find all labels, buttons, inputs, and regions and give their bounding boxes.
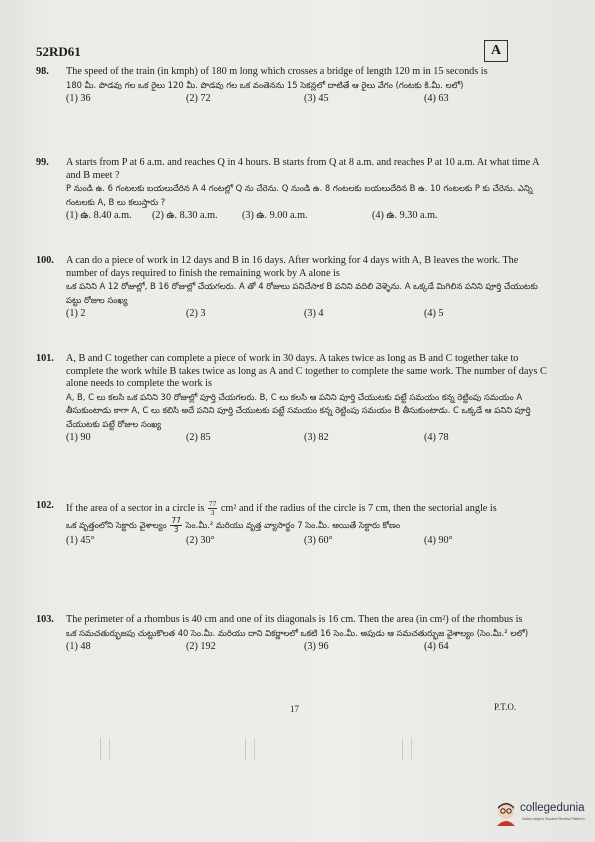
option-1[interactable]: (1) ఉ. 8.40 a.m. (66, 210, 132, 221)
option-2[interactable]: (2) 72 (186, 93, 211, 104)
question-number: 98. (36, 66, 49, 77)
question-text-telugu: 180 మీ. పొడవు గల ఒక రైలు 120 మీ. పొడవు గల ఒక వంతెనను 15 సెకన్లలో దాటితే ఆ రైలు వేగం (గంటకు కి.మీ. లలో) (66, 79, 464, 90)
option-3[interactable]: (3) 60° (304, 535, 333, 546)
question-text-telugu: ఒక పనిని A 12 రోజుల్లో, B 16 రోజుల్లో చేయగలరు. A తో 4 రోజులు పనిచేసాక B పనిని వదిలి వెళ్ళెను. A ఒక్కడే మిగిలిన పనిని పూర్తి చేయుటకు పట్టు రోజుల సంఖ్య (66, 281, 538, 305)
option-1[interactable]: (1) 36 (66, 93, 91, 104)
option-2[interactable]: (2) 192 (186, 641, 216, 652)
option-1[interactable]: (1) 45° (66, 535, 95, 546)
question-text-part: If the area of a sector in a circle is (66, 502, 205, 514)
option-1[interactable]: (1) 48 (66, 641, 91, 652)
question-number: 103. (36, 614, 54, 625)
question-103 (36, 614, 551, 655)
fraction-denominator: 3 (173, 525, 179, 534)
option-3[interactable]: (3) 82 (304, 432, 329, 443)
collegedunia-watermark (494, 798, 586, 834)
option-1[interactable]: (1) 2 (66, 308, 86, 319)
option-2[interactable]: (2) 30° (186, 535, 215, 546)
question-99 (36, 157, 551, 224)
option-4[interactable]: (4) 78 (424, 432, 449, 443)
option-4[interactable]: (4) 5 (424, 308, 444, 319)
question-text-english: A can do a piece of work in 12 days and B in 16 days. After working for 4 days with A, B leaves the work. The number of days required to finish the remaining work by A alone is (66, 255, 519, 279)
options-row (66, 535, 551, 549)
set-label-box: A (484, 40, 508, 62)
question-text-telugu: P నుండి ఉ. 6 గంటలకు బయలుదేరిన A 4 గంటల్లో Q ను చేరెను. Q నుండి ఉ. 8 గంటలకు బయలుదేరిన B ఉ. 10 గంటలకు P కు చేరెను. ఎన్ని గంటలకు A, B లు కలుస్తారు ? (66, 183, 533, 207)
pto-label: P.T.O. (494, 702, 517, 712)
question-text-english: A starts from P at 6 a.m. and reaches Q in 4 hours. B starts from Q at 8 a.m. and reaches P at 10 a.m. At what time A and B meet ? (66, 157, 539, 181)
fraction-numerator: 77 (208, 499, 217, 508)
fraction-denominator: 3 (210, 508, 215, 517)
area-fraction (208, 500, 218, 517)
option-3[interactable]: (3) 4 (304, 308, 324, 319)
option-2[interactable]: (2) 85 (186, 432, 211, 443)
options-row (66, 308, 551, 322)
question-text-english: A, B and C together can complete a piece of work in 30 days. A takes twice as long as B and C together take to complete the work while B takes twice as long as A and C together to complete the same work. The number of days C alone needs to complete the work is (66, 353, 547, 390)
area-fraction (170, 517, 182, 534)
option-2[interactable]: (2) 3 (186, 308, 206, 319)
options-row (66, 432, 551, 446)
question-number: 100. (36, 255, 54, 266)
option-3[interactable]: (3) ఉ. 9.00 a.m. (242, 210, 308, 221)
question-text-english: The perimeter of a rhombus is 40 cm and one of its diagonals is 16 cm. Then the area (in cm²) of the rhombus is (66, 614, 523, 625)
scan-mark (100, 738, 110, 760)
brand-name: collegedunia (520, 802, 585, 814)
question-text-english (66, 500, 551, 517)
student-avatar-icon (494, 800, 518, 826)
question-text-telugu (66, 517, 551, 534)
option-4[interactable]: (4) 64 (424, 641, 449, 652)
options-row (66, 641, 551, 655)
paper-code: 52RD61 (36, 44, 81, 59)
option-3[interactable]: (3) 96 (304, 641, 329, 652)
option-2[interactable]: (2) ఉ. 8.30 a.m. (152, 210, 218, 221)
option-3[interactable]: (3) 45 (304, 93, 329, 104)
question-text-telugu: ఒక సమచతుర్భుజపు చుట్టుకొలత 40 సెం.మీ. మరియు దాని వికర్ణాలలో ఒకటి 16 సెం.మీ. అపుడు ఆ సమచతుర్భుజ వైశాల్యం (సెం.మీ.² లలో) (66, 627, 529, 638)
question-101 (36, 353, 551, 446)
telugu-text-part: సెం.మీ.² మరియు వృత్త వ్యాసార్థం 7 సెం.మీ. అయితే సెక్టారు కోణం (185, 520, 401, 530)
options-row (66, 210, 551, 224)
question-number: 101. (36, 353, 54, 364)
scan-mark (402, 738, 412, 760)
option-1[interactable]: (1) 90 (66, 432, 91, 443)
question-text-telugu: A, B, C లు కలసి ఒక పనిని 30 రోజుల్లో పూర్తి చేయగలరు. B, C లు కలసి ఆ పనిని పూర్తి చేయుటకు పట్టే సమయం కన్న రెట్టింపు సమయం A తీసుకుంటాడు కాగా A, C లు కలిసి అదే పనిని పూర్తి చేయుటకు పట్టే సమయం కన్న రెట్టింపు సమయం B తీసుకుంటాడు. C ఒక్కడే ఆ పనిని పూర్తి చేయుటకు పట్టే రోజుల సంఖ్య (66, 391, 531, 429)
brand-tagline: India's largest Student Review Platform (522, 817, 585, 821)
page-number: 17 (290, 704, 299, 714)
question-98 (36, 66, 551, 107)
question-100 (36, 255, 551, 322)
question-text-english: The speed of the train (in kmph) of 180 m long which crosses a bridge of length 120 m in 15 seconds is (66, 66, 488, 77)
question-number: 99. (36, 157, 49, 168)
options-row (66, 93, 551, 107)
option-4[interactable]: (4) 63 (424, 93, 449, 104)
fraction-numerator: 77 (171, 516, 181, 525)
question-102 (36, 500, 551, 549)
question-text-part: cm² and if the radius of the circle is 7 cm, then the sectorial angle is (220, 502, 497, 514)
scan-mark (245, 738, 255, 760)
option-4[interactable]: (4) 90° (424, 535, 453, 546)
question-number: 102. (36, 500, 54, 511)
telugu-text-part: ఒక వృత్తంలోని సెక్టారు వైశాల్యం (66, 520, 167, 530)
option-4[interactable]: (4) ఉ. 9.30 a.m. (372, 210, 438, 221)
